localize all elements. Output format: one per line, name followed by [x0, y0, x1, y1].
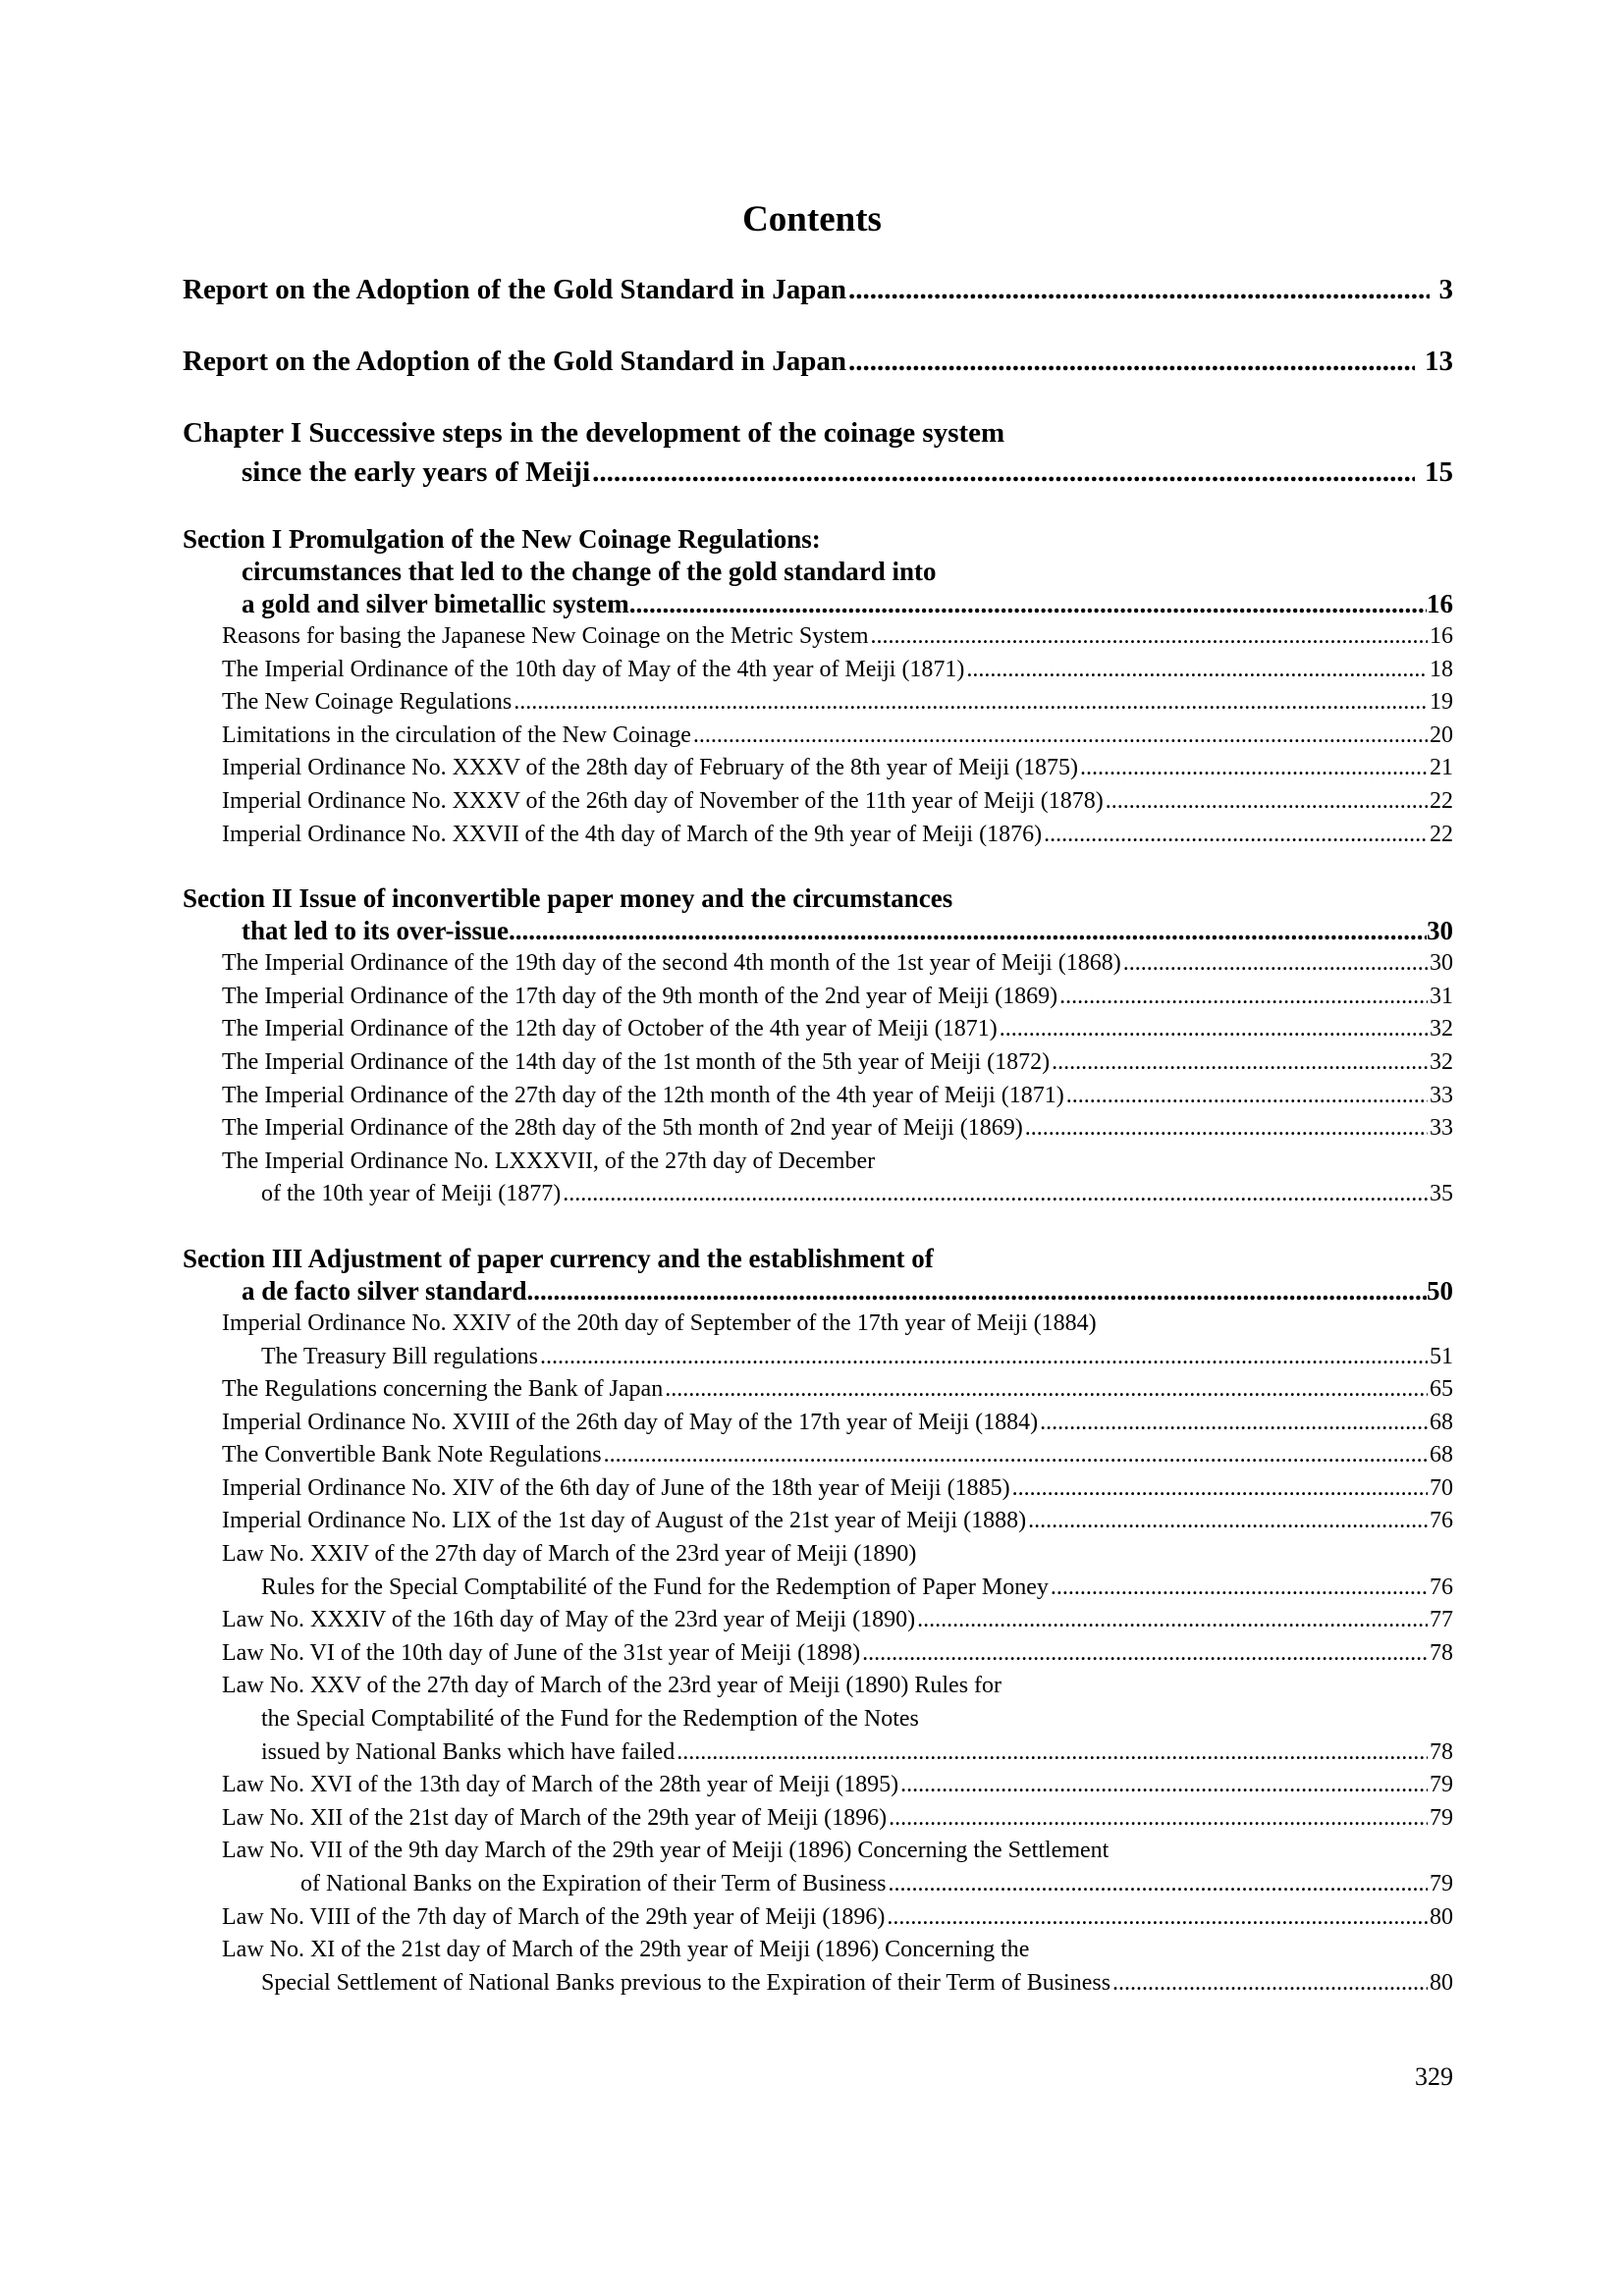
dot-leader	[848, 270, 1430, 309]
toc-entry-title: The Imperial Ordinance of the 19th day of the second 4th month of the 1st year of Meiji (1868)	[222, 950, 1121, 977]
toc-page-number: 30	[1430, 950, 1453, 977]
dot-leader	[889, 1802, 1428, 1836]
dot-leader	[1052, 1046, 1428, 1080]
toc-subentry[interactable]	[183, 1407, 1453, 1440]
dot-leader	[1112, 1967, 1428, 2001]
toc-subentry[interactable]	[183, 752, 1453, 785]
dot-leader	[900, 1769, 1428, 1802]
toc-subentry[interactable]	[183, 1046, 1453, 1080]
toc-entry-title: Imperial Ordinance No. XVIII of the 26th day of May of the 17th year of Meiji (1884)	[222, 1409, 1039, 1435]
toc-page-number: 76	[1430, 1508, 1453, 1534]
dot-leader	[514, 686, 1428, 720]
toc-page-number: 78	[1430, 1738, 1453, 1765]
toc-subentry[interactable]	[183, 1637, 1453, 1671]
toc-entry-title: The Imperial Ordinance of the 17th day of the 9th month of the 2nd year of Meiji (1869)	[222, 983, 1058, 1009]
dot-leader	[887, 1901, 1428, 1935]
toc-page-number: 79	[1430, 1871, 1453, 1896]
toc-major-group	[183, 270, 1453, 492]
toc-entry-title: Imperial Ordinance No. XXIV of the 20th day of September of the 17th year of Meiji (1884)	[222, 1309, 1097, 1336]
toc-entry-title: of National Banks on the Expiration of their Term of Business	[300, 1871, 887, 1896]
toc-page-number: 79	[1430, 1804, 1453, 1831]
toc-entry-title: Imperial Ordinance No. LIX of the 1st day of August of the 21st year of Meiji (1888)	[222, 1508, 1027, 1534]
toc-page-number: 31	[1430, 983, 1453, 1009]
toc-page-number: 15	[1425, 456, 1453, 488]
toc-subentry-line	[183, 1835, 1453, 1868]
toc-entry-title: The Imperial Ordinance No. LXXXVII, of the 27th day of December	[222, 1148, 876, 1174]
toc-section-2	[183, 882, 1453, 947]
toc-subentry[interactable]	[183, 1505, 1453, 1538]
toc-entry-title: issued by National Banks which have failed	[261, 1738, 676, 1765]
toc-subentry[interactable]	[183, 720, 1453, 753]
toc-entry-title: Law No. XII of the 21st day of March of the 29th year of Meiji (1896)	[222, 1804, 888, 1831]
toc-subentry[interactable]	[183, 1736, 1453, 1770]
toc-entry-title: Report on the Adoption of the Gold Standard in Japan	[183, 274, 846, 305]
toc-entry-title: Imperial Ordinance No. XXXV of the 26th day of November of the 11th year of Meiji (1878)	[222, 787, 1104, 814]
toc-subentries	[183, 947, 1453, 1211]
toc-entry-title: Chapter I Successive steps in the development of the coinage system	[183, 417, 1005, 449]
toc-page-number: 22	[1430, 821, 1453, 847]
toc-entry-title: Law No. VIII of the 7th day of March of the 29th year of Meiji (1896)	[222, 1903, 886, 1930]
section-heading-line	[183, 882, 1453, 915]
toc-entry-title: Law No. XXXIV of the 16th day of May of the 23rd year of Meiji (1890)	[222, 1607, 916, 1633]
section-title: that led to its over-issue	[242, 916, 509, 946]
toc-entry[interactable]	[183, 453, 1453, 492]
toc-subentry-line	[183, 1703, 1453, 1736]
toc-page-number: 68	[1430, 1409, 1453, 1435]
toc-subentry[interactable]	[183, 686, 1453, 720]
toc-subentry[interactable]	[183, 1439, 1453, 1472]
toc-page-number: 3	[1438, 274, 1453, 305]
toc-page-number: 50	[1427, 1275, 1453, 1306]
dot-leader	[540, 1341, 1428, 1374]
section-heading-line	[183, 556, 1453, 588]
dot-leader	[1025, 1112, 1428, 1146]
toc-section-1	[183, 523, 1453, 620]
toc-page-number: 16	[1430, 623, 1453, 649]
table-of-contents	[183, 270, 1453, 2000]
toc-page-number: 19	[1430, 689, 1453, 716]
dot-leader	[677, 1736, 1428, 1770]
dot-leader	[509, 915, 1427, 947]
toc-entry[interactable]	[183, 915, 1453, 947]
toc-entry-title: The Imperial Ordinance of the 14th day of the 1st month of the 5th year of Meiji (1872)	[222, 1048, 1051, 1075]
toc-subentry[interactable]	[183, 1472, 1453, 1506]
toc-subentry-line	[183, 1146, 1453, 1179]
section-title: Section II Issue of inconvertible paper money and the circumstances	[183, 883, 953, 914]
toc-subentry[interactable]	[183, 1341, 1453, 1374]
toc-entry-title: since the early years of Meiji	[242, 456, 591, 488]
dot-leader	[1080, 752, 1428, 785]
toc-page-number: 16	[1427, 589, 1453, 618]
dot-leader	[1059, 981, 1428, 1014]
dot-leader	[1066, 1080, 1428, 1113]
toc-entry-title: of the 10th year of Meiji (1877)	[261, 1181, 562, 1207]
toc-subentries	[183, 620, 1453, 851]
toc-page-number: 13	[1425, 346, 1453, 377]
toc-page-number: 80	[1430, 1903, 1453, 1930]
dot-leader	[563, 1178, 1428, 1211]
dot-leader	[966, 654, 1428, 687]
dot-leader	[1051, 1572, 1428, 1605]
toc-entry-title: Imperial Ordinance No. XXVII of the 4th day of March of the 9th year of Meiji (1876)	[222, 821, 1043, 847]
page-number: 329	[1415, 2062, 1453, 2091]
section-title: a de facto silver standard	[242, 1275, 527, 1306]
toc-subentry[interactable]	[183, 1080, 1453, 1113]
toc-subentry[interactable]	[183, 1868, 1453, 1901]
toc-entry-title: Report on the Adoption of the Gold Standard in Japan	[183, 346, 846, 377]
toc-entry-title: Law No. XXIV of the 27th day of March of the 23rd year of Meiji (1890)	[222, 1541, 917, 1568]
dot-leader	[1012, 1472, 1428, 1506]
toc-entry[interactable]	[183, 342, 1453, 381]
toc-page-number: 33	[1430, 1115, 1453, 1142]
dot-leader	[1044, 819, 1428, 852]
toc-entry-title: The Regulations concerning the Bank of Japan	[222, 1376, 664, 1403]
toc-entry-title: The Imperial Ordinance of the 27th day of the 12th month of the 4th year of Meiji (1871)	[222, 1082, 1064, 1108]
toc-subentry[interactable]	[183, 1901, 1453, 1935]
toc-subentry[interactable]	[183, 819, 1453, 852]
toc-subentry[interactable]	[183, 1112, 1453, 1146]
toc-subentry[interactable]	[183, 1802, 1453, 1836]
toc-page-number: 35	[1430, 1181, 1453, 1207]
toc-subentry-line	[183, 1934, 1453, 1967]
toc-section-3	[183, 1243, 1453, 1308]
section-title: circumstances that led to the change of the gold standard into	[242, 557, 937, 586]
toc-subentry[interactable]	[183, 981, 1453, 1014]
dot-leader	[1028, 1505, 1428, 1538]
toc-entry-title: Law No. VI of the 10th day of June of the 31st year of Meiji (1898)	[222, 1639, 861, 1666]
dot-leader	[1106, 785, 1428, 819]
toc-entry-title: Limitations in the circulation of the New Coinage	[222, 721, 691, 748]
toc-entry-title: The Imperial Ordinance of the 10th day of May of the 4th year of Meiji (1871)	[222, 656, 965, 682]
toc-page-number: 77	[1430, 1607, 1453, 1633]
toc-chapter-heading-line	[183, 413, 1453, 453]
section-title: Section III Adjustment of paper currency and the establishment of	[183, 1243, 934, 1273]
toc-page-number: 32	[1430, 1048, 1453, 1075]
toc-entry[interactable]	[183, 270, 1453, 309]
toc-subentry-line	[183, 1670, 1453, 1703]
section-title: Section I Promulgation of the New Coinage Regulations:	[183, 524, 821, 554]
toc-subentry[interactable]	[183, 1604, 1453, 1637]
toc-subentry[interactable]	[183, 1572, 1453, 1605]
dot-leader	[527, 1275, 1428, 1308]
dot-leader	[604, 1439, 1428, 1472]
toc-subentry[interactable]	[183, 1013, 1453, 1046]
toc-subentry-line	[183, 1308, 1453, 1341]
toc-entry-title: The Imperial Ordinance of the 28th day of the 5th month of 2nd year of Meiji (1869)	[222, 1115, 1023, 1142]
toc-subentry[interactable]	[183, 620, 1453, 654]
dot-leader	[629, 588, 1427, 620]
toc-entry-title: Law No. VII of the 9th day March of the 29th year of Meiji (1896) Concerning the Settlement	[222, 1838, 1110, 1864]
dot-leader	[848, 342, 1415, 381]
toc-subentry[interactable]	[183, 654, 1453, 687]
section-heading-line	[183, 1243, 1453, 1275]
section-title: a gold and silver bimetallic system	[242, 589, 629, 618]
toc-page-number: 65	[1430, 1376, 1453, 1403]
toc-page-number: 30	[1427, 916, 1453, 946]
dot-leader	[862, 1637, 1428, 1671]
page-title: Contents	[742, 199, 882, 240]
toc-entry-title: Special Settlement of National Banks previous to the Expiration of their Term of Business	[261, 1969, 1111, 1996]
toc-entry-title: Reasons for basing the Japanese New Coinage on the Metric System	[222, 623, 869, 649]
toc-subentry[interactable]	[183, 1967, 1453, 2001]
toc-page-number: 32	[1430, 1016, 1453, 1042]
toc-page-number: 80	[1430, 1969, 1453, 1996]
toc-page-number: 70	[1430, 1474, 1453, 1501]
dot-leader	[693, 720, 1428, 753]
toc-subentry[interactable]	[183, 785, 1453, 819]
toc-subentries	[183, 1308, 1453, 2000]
dot-leader	[1040, 1407, 1428, 1440]
toc-entry-title: Law No. XXV of the 27th day of March of the 23rd year of Meiji (1890) Rules for	[222, 1673, 1002, 1699]
dot-leader	[665, 1373, 1428, 1407]
toc-entry-title: Imperial Ordinance No. XXXV of the 28th day of February of the 8th year of Meiji (1875)	[222, 755, 1078, 781]
toc-page-number: 51	[1430, 1343, 1453, 1369]
toc-page-number: 79	[1430, 1772, 1453, 1798]
dot-leader	[1000, 1013, 1428, 1046]
toc-page-number: 20	[1430, 721, 1453, 748]
toc-page-number: 68	[1430, 1442, 1453, 1468]
toc-subentry[interactable]	[183, 1178, 1453, 1211]
toc-page-number: 76	[1430, 1574, 1453, 1600]
toc-entry[interactable]	[183, 1275, 1453, 1308]
section-heading-line	[183, 523, 1453, 556]
toc-entry-title: Law No. XI of the 21st day of March of the 29th year of Meiji (1896) Concerning the	[222, 1937, 1030, 1963]
toc-entry-title: The Imperial Ordinance of the 12th day of October of the 4th year of Meiji (1871)	[222, 1016, 998, 1042]
toc-entry-title: the Special Comptabilité of the Fund for the Redemption of the Notes	[261, 1706, 919, 1733]
toc-entry-title: Law No. XVI of the 13th day of March of the 28th year of Meiji (1895)	[222, 1772, 899, 1798]
dot-leader	[1123, 947, 1428, 981]
dot-leader	[871, 620, 1428, 654]
dot-leader	[888, 1868, 1428, 1901]
toc-subentry[interactable]	[183, 947, 1453, 981]
toc-subentry-line	[183, 1538, 1453, 1572]
toc-subentry[interactable]	[183, 1769, 1453, 1802]
toc-entry-title: The New Coinage Regulations	[222, 689, 513, 716]
dot-leader	[917, 1604, 1428, 1637]
toc-entry-title: The Convertible Bank Note Regulations	[222, 1442, 602, 1468]
toc-page-number: 22	[1430, 787, 1453, 814]
toc-page-number: 18	[1430, 656, 1453, 682]
toc-page-number: 21	[1430, 755, 1453, 781]
toc-entry-title: Rules for the Special Comptabilité of the Fund for the Redemption of Paper Money	[261, 1574, 1049, 1600]
toc-entry-title: Imperial Ordinance No. XIV of the 6th day of June of the 18th year of Meiji (1885)	[222, 1474, 1010, 1501]
toc-subentry[interactable]	[183, 1373, 1453, 1407]
toc-entry-title: The Treasury Bill regulations	[261, 1343, 538, 1369]
dot-leader	[592, 453, 1415, 492]
toc-page-number: 33	[1430, 1082, 1453, 1108]
toc-page-number: 78	[1430, 1639, 1453, 1666]
toc-entry[interactable]	[183, 588, 1453, 620]
